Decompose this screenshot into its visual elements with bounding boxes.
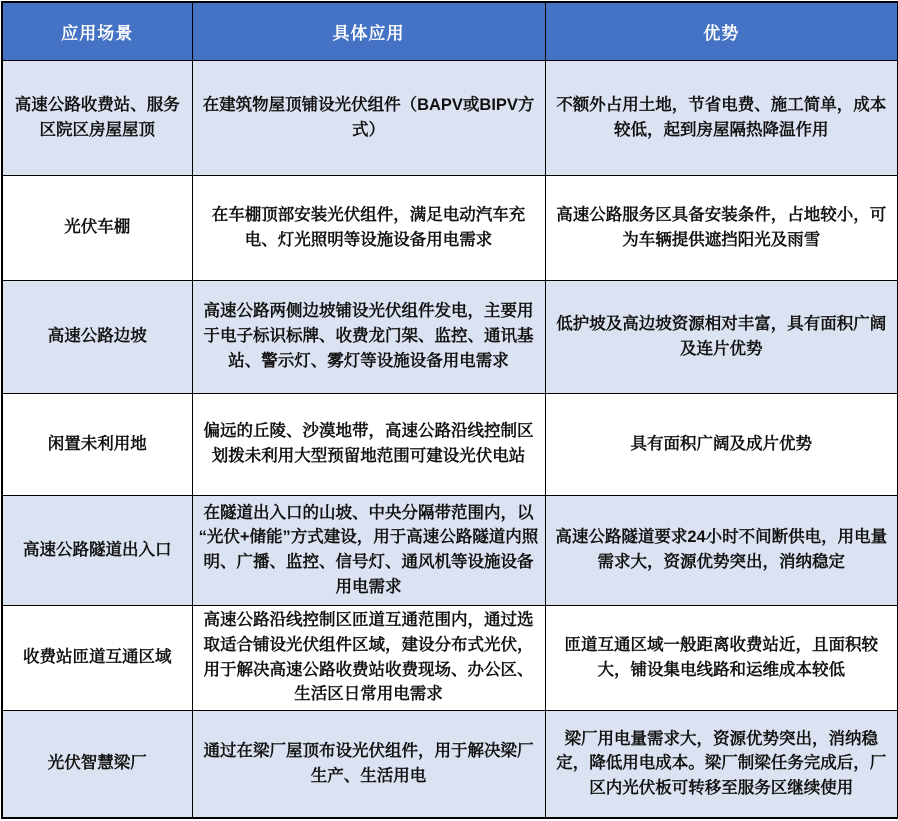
cell-application: 通过在梁厂屋顶布设光伏组件，用于解决梁厂生产、生活用电 [192,710,545,818]
table-row [2,605,898,710]
cell-application: 在车棚顶部安装光伏组件，满足电动汽车充电、灯光照明等设施设备用电需求 [192,175,545,280]
cell-application: 高速公路两侧边坡铺设光伏组件发电，主要用于电子标识标牌、收费龙门架、监控、通讯基站、警示灯、雾灯等设施设备用电需求 [192,280,545,393]
cell-scenario: 高速公路边坡 [2,280,192,393]
pv-application-table [1,1,898,819]
header-row [2,2,898,60]
cell-application: 高速公路沿线控制区匝道互通范围内，通过选取适合铺设光伏组件区域，建设分布式光伏，用于解决高速公路收费站收费现场、办公区、生活区日常用电需求 [192,605,545,710]
cell-advantage: 低护坡及高边坡资源相对丰富，具有面积广阔及连片优势 [545,280,898,393]
cell-scenario: 光伏车棚 [2,175,192,280]
cell-application: 偏远的丘陵、沙漠地带，高速公路沿线控制区划拨未利用大型预留地范围可建设光伏电站 [192,393,545,495]
cell-advantage: 高速公路服务区具备安装条件，占地较小，可为车辆提供遮挡阳光及雨雪 [545,175,898,280]
table-header [2,2,898,60]
column-header-application: 具体应用 [192,2,545,60]
cell-scenario: 高速公路隧道出入口 [2,495,192,605]
table-row [2,393,898,495]
cell-application: 在建筑物屋顶铺设光伏组件（BAPV或BIPV方式） [192,60,545,175]
table-row [2,280,898,393]
cell-scenario: 光伏智慧梁厂 [2,710,192,818]
cell-advantage: 高速公路隧道要求24小时不间断供电，用电量需求大，资源优势突出，消纳稳定 [545,495,898,605]
table-row [2,495,898,605]
table-body [2,60,898,818]
cell-advantage: 匝道互通区域一般距离收费站近，且面积较大，铺设集电线路和运维成本较低 [545,605,898,710]
table-row [2,710,898,818]
cell-scenario: 高速公路收费站、服务区院区房屋屋顶 [2,60,192,175]
table-row [2,175,898,280]
cell-advantage: 具有面积广阔及成片优势 [545,393,898,495]
cell-scenario: 闲置未利用地 [2,393,192,495]
column-header-advantage: 优势 [545,2,898,60]
table-row [2,60,898,175]
cell-advantage: 不额外占用土地，节省电费、施工简单，成本较低，起到房屋隔热降温作用 [545,60,898,175]
column-header-scenario: 应用场景 [2,2,192,60]
cell-scenario: 收费站匝道互通区域 [2,605,192,710]
cell-advantage: 梁厂用电量需求大，资源优势突出，消纳稳定，降低用电成本。梁厂制梁任务完成后，厂区内光伏板可转移至服务区继续使用 [545,710,898,818]
cell-application: 在隧道出入口的山坡、中央分隔带范围内，以“光伏+储能”方式建设，用于高速公路隧道内照明、广播、监控、信号灯、通风机等设施设备用电需求 [192,495,545,605]
